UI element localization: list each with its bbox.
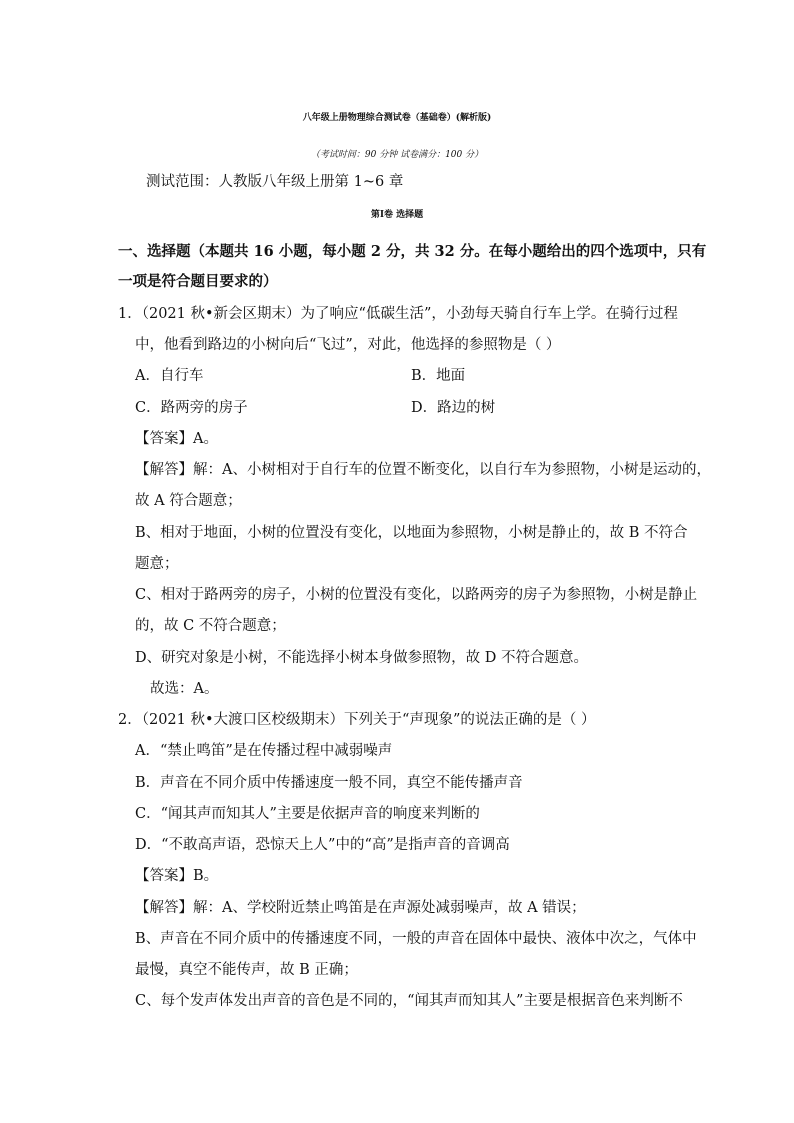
instructions-line-2: 一项是符合题目要求的）: [118, 273, 278, 290]
test-scope: 测试范围：人教版八年级上册第 1~6 章: [146, 174, 404, 190]
q1-analysis-line-1: 【解答】解：A、小树相对于自行车的位置不断变化，以自行车为参照物，小树是运动的，: [135, 462, 711, 478]
q2-stem: 2．（2021 秋•大渡口区校级期末）下列关于“声现象”的说法正确的是（ ）: [118, 712, 596, 728]
q2-option-c: C．“闻其声而知其人”主要是依据声音的响度来判断的: [135, 806, 480, 822]
q1-option-a: A．自行车: [135, 368, 204, 384]
q1-stem-line-2: 中，他看到路边的小树向后“飞过”，对此，他选择的参照物是（ ）: [135, 337, 561, 353]
q1-analysis-line-4: 题意；: [135, 556, 179, 572]
q1-option-b: B．地面: [411, 368, 466, 384]
q2-analysis-line-4: C、每个发声体发出声音的音色是不同的，“闻其声而知其人”主要是根据音色来判断不: [135, 993, 683, 1009]
q1-analysis-line-2: 故 A 符合题意；: [135, 493, 242, 509]
q2-analysis-line-2: B、声音在不同介质中的传播速度不同，一般的声音在固体中最快、液体中次之，气体中: [135, 931, 697, 947]
q2-option-a: A．“禁止鸣笛”是在传播过程中减弱噪声: [135, 743, 393, 759]
q2-option-d: D．“不敢高声语，恐惊天上人”中的“高”是指声音的音调高: [135, 837, 510, 853]
q1-option-d: D．路边的树: [411, 400, 496, 416]
q1-option-c: C．路两旁的房子: [135, 400, 248, 416]
q1-analysis-line-3: B、相对于地面，小树的位置没有变化，以地面为参照物，小树是静止的，故 B 不符合: [135, 525, 688, 541]
exam-info: （考试时间：90 分钟 试卷满分：100 分）: [310, 150, 484, 160]
q2-answer: 【答案】B。: [135, 868, 219, 884]
section-title: 第Ⅰ卷 选择题: [370, 210, 424, 220]
q2-analysis-line-3: 最慢，真空不能传声，故 B 正确；: [135, 962, 358, 978]
q1-answer: 【答案】A。: [135, 431, 218, 447]
q1-conclusion: 故选：A。: [150, 681, 219, 697]
q2-option-b: B．声音在不同介质中传播速度一般不同，真空不能传播声音: [135, 775, 523, 791]
q2-analysis-line-1: 【解答】解：A、学校附近禁止鸣笛是在声源处减弱噪声，故 A 错误；: [135, 900, 586, 916]
q1-analysis-line-7: D、研究对象是小树，不能选择小树本身做参照物，故 D 不符合题意。: [135, 650, 588, 666]
q1-analysis-line-5: C、相对于路两旁的房子，小树的位置没有变化，以路两旁的房子为参照物，小树是静止: [135, 587, 698, 603]
instructions-line-1: 一、选择题（本题共 16 小题，每小题 2 分，共 32 分。在每小题给出的四个选项中，只有: [118, 243, 707, 260]
document-title: 八年级上册物理综合测试卷（基础卷）(解析版): [302, 113, 492, 123]
q1-analysis-line-6: 的，故 C 不符合题意；: [135, 618, 286, 634]
q1-stem-line-1: 1．（2021 秋•新会区期末）为了响应“低碳生活”，小劲每天骑自行车上学。在骑行过程: [118, 306, 678, 322]
